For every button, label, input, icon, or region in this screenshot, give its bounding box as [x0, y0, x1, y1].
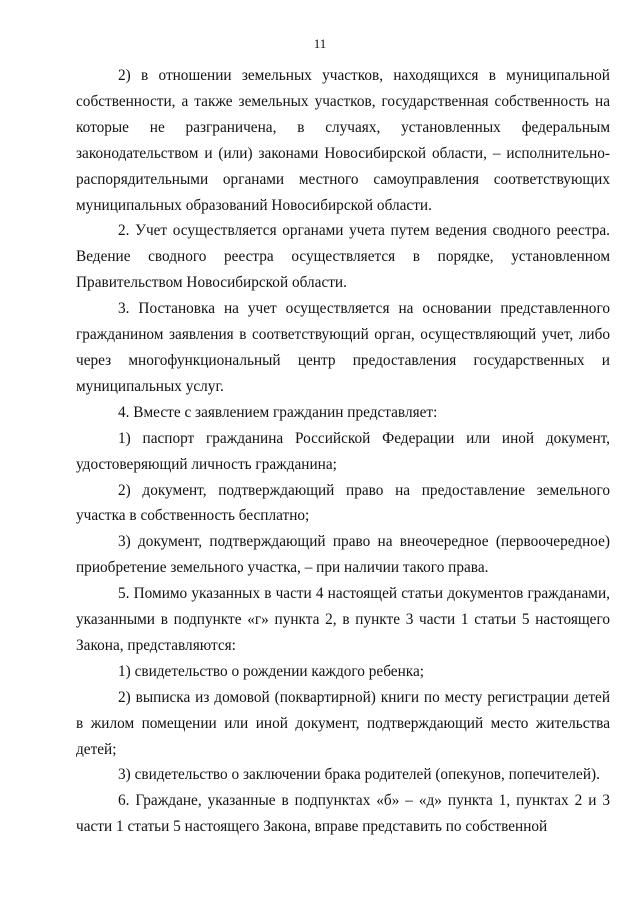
- document-body: [76, 63, 610, 840]
- paragraph-part-4-item-2: 2) документ, подтверждающий право на предоставление земельного участка в собственность бесплатно;: [76, 481, 610, 525]
- paragraph-part-2-registry: 2. Учет осуществляется органами учета путем ведения сводного реестра. Ведение сводного реестра осуществляется в порядке, установленном Правительством Новосибирской области.: [76, 222, 610, 292]
- paragraph-part-4-item-3: 3) документ, подтверждающий право на внеочередное (первоочередное) приобретение земельного участка, – при наличии такого права.: [76, 533, 610, 577]
- paragraph-part-5-item-2: 2) выписка из домовой (поквартирной) книги по месту регистрации детей в жилом помещении или иной документ, подтверждающий место жительства детей;: [76, 688, 610, 758]
- paragraph-part-6: 6. Граждане, указанные в подпунктах «б» – «д» пункта 1, пунктах 2 и 3 части 1 статьи 5 настоящего Закона, вправе представить по собственной: [76, 792, 610, 836]
- paragraph-part-5-intro: 5. Помимо указанных в части 4 настоящей статьи документов гражданами, указанными в подпункте «г» пункта 2, в пункте 3 части 1 статьи 5 настоящего Закона, представляются:: [76, 585, 610, 654]
- page-number: 11: [313, 36, 327, 51]
- paragraph-item-2-municipal: 2) в отношении земельных участков, находящихся в муниципальной собственности, а также земельных участков, государственная собственность на которые не разграничена, в случаях, установленных федеральным законодательством и (или) законами Новосибирской области, – исполнительно-распорядительными органами местного самоуправления соответствующих муниципальных образований Новосибирской области.: [76, 67, 610, 214]
- paragraph-part-3-application: 3. Постановка на учет осуществляется на основании представленного гражданином заявления в соответствующий орган, осуществляющий учет, либо через многофункциональный центр предоставления государственных и муниципальных услуг.: [76, 300, 610, 395]
- paragraph-part-5-item-3: 3) свидетельство о заключении брака родителей (опекунов, попечителей).: [118, 766, 600, 784]
- paragraph-part-4-item-1: 1) паспорт гражданина Российской Федерации или иной документ, удостоверяющий личность гражданина;: [76, 429, 610, 473]
- paragraph-part-4-intro: 4. Вместе с заявлением гражданин представляет:: [118, 403, 438, 421]
- paragraph-part-5-item-1: 1) свидетельство о рождении каждого ребенка;: [118, 662, 424, 680]
